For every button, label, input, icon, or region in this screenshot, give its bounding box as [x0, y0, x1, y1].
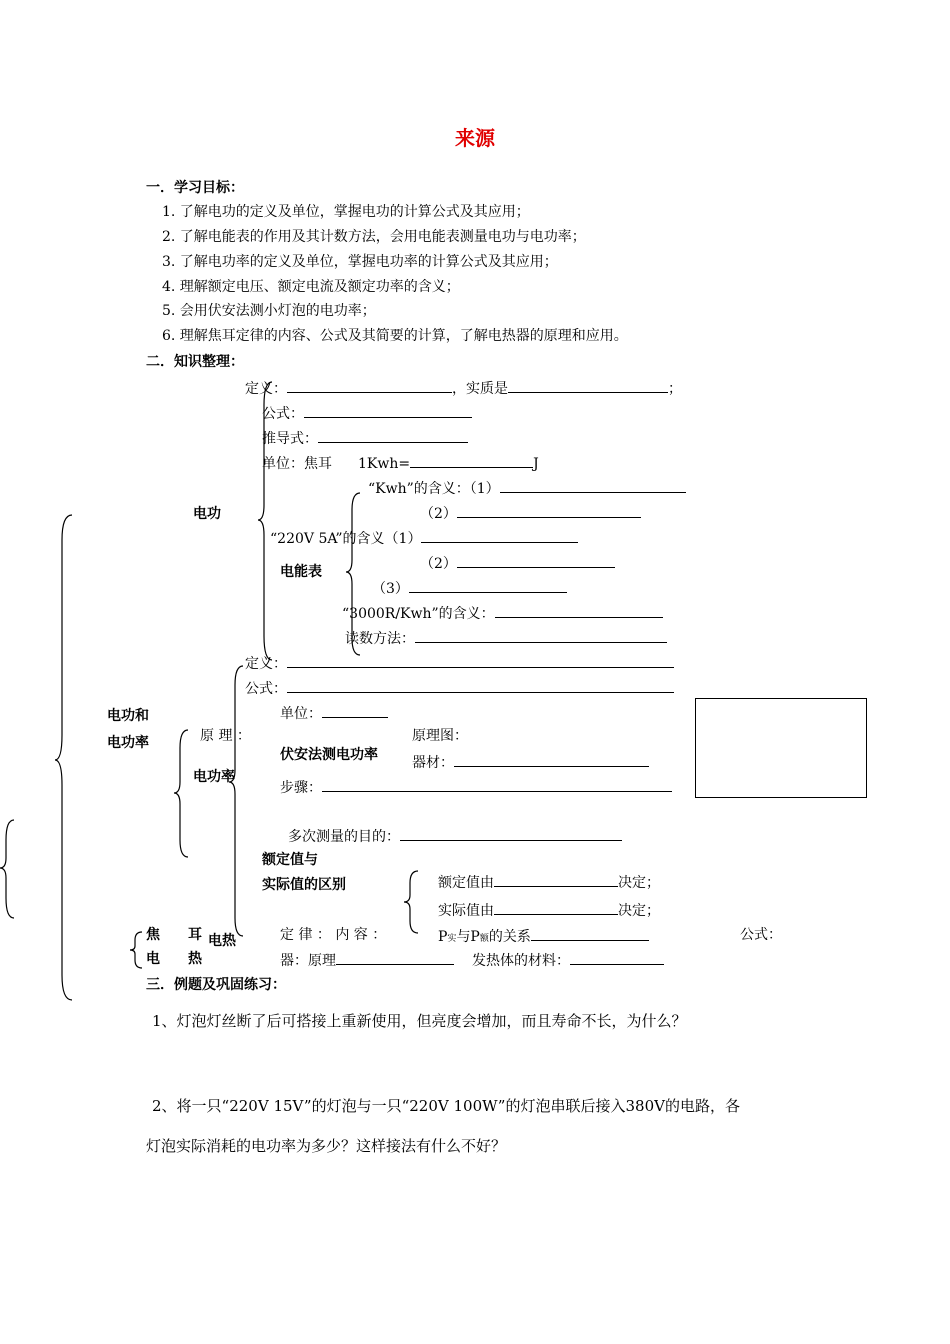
question-1: 1、灯泡灯丝断了后可搭接上重新使用，但亮度会增加，而且寿命不长，为什么？ [152, 1012, 687, 1030]
meter-label: 电能表 [280, 564, 322, 580]
section-3-heading: 三．例题及巩固练习： [146, 977, 286, 993]
v5a-meaning-label: “220V 5A”的含义（1） [270, 531, 422, 547]
objective-item: 2. 了解电能表的作用及其计数方法，会用电能表测量电功与电功率； [162, 229, 586, 245]
actual-by-label: 实际值由 [438, 903, 494, 919]
brace-work [258, 382, 272, 660]
kwh-label: 1Kwh= [358, 456, 411, 472]
objective-item: 6. 理解焦耳定律的内容、公式及其简要的计算，了解电热器的原理和应用。 [162, 328, 628, 344]
heat-label: 电热 [208, 933, 236, 949]
r-meaning-label: “3000R/Kwh”的含义： [342, 606, 495, 622]
question-2-line1: 2、将一只“220V 15V”的灯泡与一只“220V 100W”的灯泡串联后接入380V的电路，各 [152, 1097, 740, 1115]
rated-label-line1: 额定值与 [262, 852, 318, 868]
rated-decides: 决定； [618, 875, 660, 891]
method-label: 伏安法测电功率 [280, 747, 378, 763]
joule-label-line1: 焦 耳 [146, 927, 202, 943]
work-unit-label: 单位：焦耳 [262, 456, 332, 472]
law-content-label: 定 律 ： 内 容 ： [280, 927, 387, 943]
reading-label: 读数方法： [345, 631, 415, 647]
power-label: 电功率 [193, 769, 235, 785]
relation-end: 的关系 [488, 929, 531, 945]
brace-outer [55, 515, 72, 1000]
objective-item: 3. 了解电功率的定义及单位，掌握电功率的计算公式及其应用； [162, 254, 558, 270]
relation-mid: 与P [456, 929, 480, 945]
section-2-heading: 二．知识整理： [146, 354, 244, 370]
kwh-meaning-2-label: （2） [420, 506, 457, 522]
device-principle-label: 器：原理 [280, 953, 336, 969]
left-label-line2: 电功率 [107, 735, 149, 751]
equipment-label: 器材： [412, 755, 454, 771]
left-label-line1: 电功和 [107, 708, 149, 724]
objective-item: 4. 理解额定电压、额定电流及额定功率的含义； [162, 279, 460, 295]
brace-joule [130, 932, 142, 968]
page-title: 来源 [455, 126, 495, 150]
end-mark: ； [668, 381, 682, 397]
power-unit-label: 单位： [280, 706, 322, 722]
relation-sub-rated: 额 [479, 934, 489, 944]
joule-formula-label: 公式： [740, 927, 782, 943]
section-1-heading: 一．学习目标： [146, 180, 244, 196]
joule-label-line2: 电 热 [146, 951, 202, 967]
purpose-label: 多次测量的目的： [288, 829, 400, 845]
work-essence-label: ，实质是 [452, 381, 508, 397]
work-derived-label: 推导式： [262, 431, 318, 447]
diagram-label: 原理图： [412, 728, 468, 744]
steps-label: 步骤： [280, 780, 322, 796]
question-2-line2: 灯泡实际消耗的电功率为多少？这样接法有什么不好？ [146, 1137, 507, 1155]
work-formula-label: 公式： [262, 406, 304, 422]
power-definition-label: 定义： [245, 656, 287, 672]
objective-item: 1. 了解电功的定义及单位，掌握电功的计算公式及其应用； [162, 204, 530, 220]
work-label: 电功 [193, 506, 221, 522]
brace-power-inner [229, 666, 243, 936]
v5a-meaning-2-label: （2） [420, 556, 457, 572]
kwh-meaning-label: “Kwh”的含义：（1） [368, 481, 500, 497]
work-definition-label: 定义： [245, 381, 287, 397]
material-label: 发热体的材料： [472, 953, 570, 969]
objective-item: 5. 会用伏安法测小灯泡的电功率； [162, 303, 376, 319]
joule-unit: J [533, 456, 539, 472]
v5a-meaning-3-label: （3） [372, 581, 409, 597]
power-formula-label: 公式： [245, 681, 287, 697]
relation-sub-actual: 实 [447, 934, 457, 944]
relation-p: P [438, 929, 448, 945]
brace-meter [346, 493, 360, 655]
brace-rated [404, 871, 418, 933]
principle-label: 原 理 ： [200, 728, 251, 744]
brace-power [174, 730, 188, 857]
rated-label-line2: 实际值的区别 [262, 877, 346, 893]
brace-far-left [0, 820, 14, 918]
actual-decides: 决定； [618, 903, 660, 919]
rated-by-label: 额定值由 [438, 875, 494, 891]
